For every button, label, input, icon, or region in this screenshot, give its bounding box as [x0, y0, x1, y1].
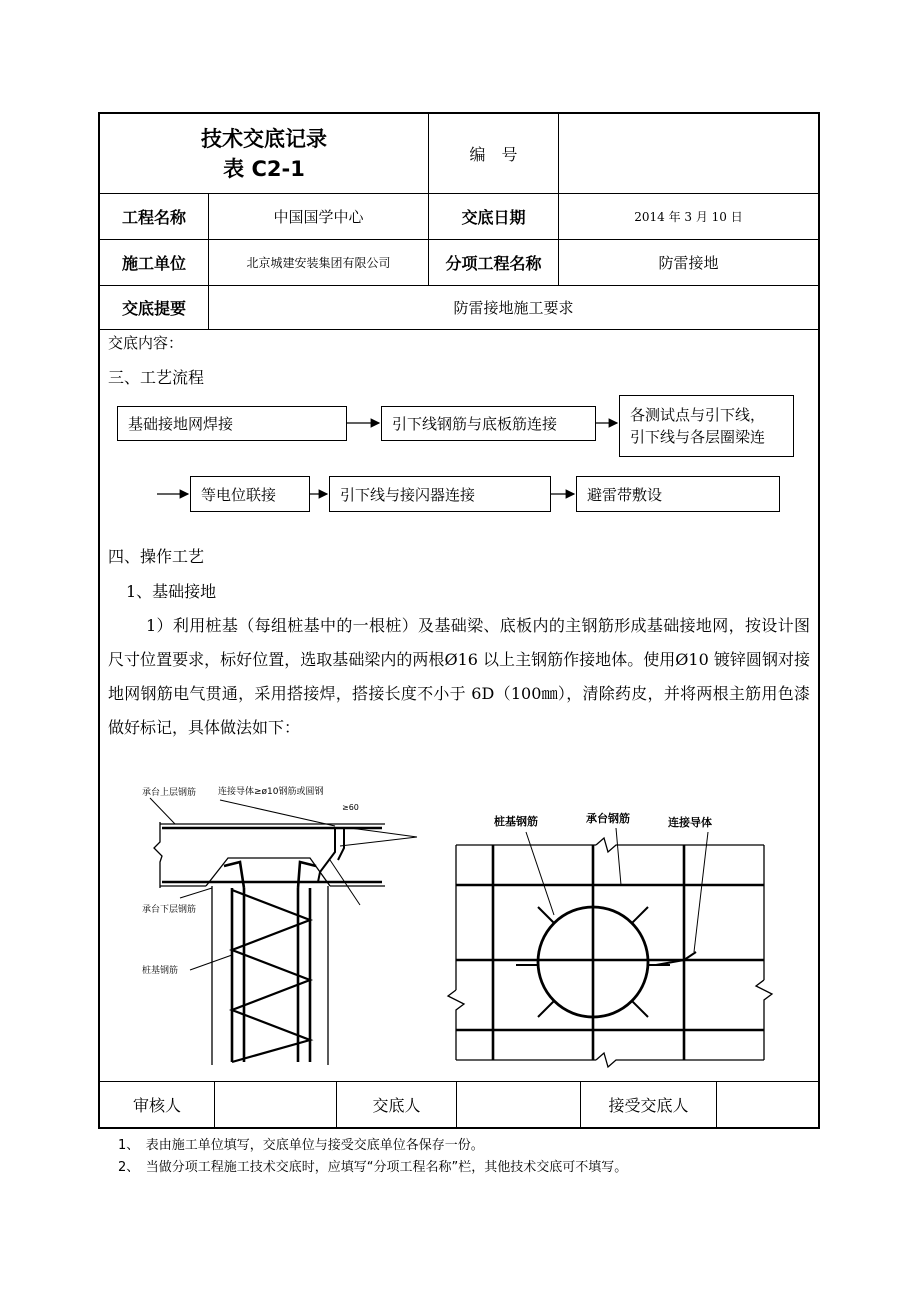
flow-arrows	[0, 0, 920, 560]
label-top-rebar: 承台上层钢筋	[142, 788, 197, 798]
footnote-2: 2、 当做分项工程施工技术交底时，应填写“分项工程名称”栏，其他技术交底可不填写。	[118, 1160, 628, 1175]
discloser-label: 交底人	[372, 1096, 421, 1115]
date-field[interactable]: 2014 年 3 月 10 日	[634, 210, 743, 224]
break-line	[154, 822, 162, 888]
summary-field[interactable]: 防雷接地施工要求	[453, 299, 574, 317]
receiver-label: 接受交底人	[608, 1096, 689, 1115]
discloser-field[interactable]	[457, 1082, 580, 1127]
pile-rebar-hook	[224, 862, 244, 888]
footnote-1: 1、 表由施工单位填写，交底单位与接受交底单位各保存一份。	[118, 1138, 484, 1153]
pile-rebar-stub	[632, 907, 648, 923]
leader-line	[150, 798, 175, 824]
reviewer-field[interactable]	[215, 1082, 336, 1127]
project-name-field[interactable]: 中国国学中心	[273, 208, 364, 226]
form-title-line2: 表 C2-1	[223, 156, 305, 181]
label-cap-rebar: 承台钢筋	[586, 812, 630, 825]
subproject-label: 分项工程名称	[445, 254, 542, 273]
leader-line	[340, 837, 417, 846]
reviewer-label: 审核人	[132, 1096, 181, 1115]
pile-cap-section-drawing	[120, 770, 440, 1075]
receiver-field[interactable]	[717, 1082, 818, 1127]
label-dimension: ≥60	[342, 803, 359, 812]
label-pile-rebar: 桩基钢筋	[494, 815, 538, 828]
section4-title: 四、操作工艺	[108, 547, 205, 566]
flow-step-3-line1: 各测试点与引下线，	[630, 406, 766, 424]
number-label: 编 号	[469, 145, 518, 164]
date-label: 交底日期	[461, 208, 526, 227]
flow-step-2-text: 引下线钢筋与底板筋连接	[392, 415, 558, 433]
flow-step-1-text: 基础接地网焊接	[128, 415, 234, 433]
connecting-conductor	[656, 952, 696, 965]
subsection1-title: 1、基础接地	[126, 582, 217, 601]
flow-step-4-text: 等电位联接	[201, 485, 277, 504]
subproject-field[interactable]: 防雷接地	[658, 254, 719, 272]
pile-rebar-stub	[538, 1001, 554, 1017]
content-label: 交底内容：	[108, 334, 184, 352]
contractor-label: 施工单位	[121, 254, 186, 273]
cap-edge-break	[756, 980, 772, 1060]
leader-line	[694, 832, 708, 952]
leader-line	[350, 828, 417, 837]
leader-line	[220, 800, 335, 826]
flow-step-5-text: 引下线与接闪器连接	[340, 485, 476, 504]
pile-cap-plan-drawing	[446, 800, 776, 1075]
leader-line	[190, 955, 232, 970]
pile-rebar-hook	[298, 862, 316, 888]
contractor-field[interactable]: 北京城建安装集团有限公司	[246, 256, 391, 270]
pile-rebar-stub	[632, 1001, 648, 1017]
connecting-conductor	[318, 828, 335, 882]
label-conductor: 连接导体≥ø10钢筋或圆钢	[218, 787, 324, 797]
label-pile-rebar: 桩基钢筋	[142, 966, 179, 976]
label-conductor: 连接导体	[668, 816, 712, 829]
leader-line	[616, 828, 621, 885]
form-title-line1: 技术交底记录	[201, 126, 327, 151]
cap-edge-break	[596, 1053, 764, 1067]
cap-edge-break	[448, 990, 464, 1060]
paragraph-grounding: 1）利用桩基（每组桩基中的一根桩）及基础梁、底板内的主钢筋形成基础接地网，按设计图尺寸位置要求，标好位置，选取基础梁内的两根Ø16 以上主钢筋作接地体。使用Ø10 镀锌圆钢对接地网钢筋电气贯通，采用搭接焊，搭接长度不小于 6D（100㎜），清除药皮，并将两根主筋用色漆做好标记，具体做法如下：	[108, 616, 810, 737]
section3-title: 三、工艺流程	[108, 368, 205, 387]
flow-step-3-line2: 引下线与各层圈梁连	[630, 428, 766, 446]
summary-label: 交底提要	[121, 299, 186, 318]
project-name-label: 工程名称	[121, 208, 186, 227]
leader-line	[180, 888, 212, 898]
label-bottom-rebar: 承台下层钢筋	[142, 905, 197, 915]
cap-edge-break	[596, 838, 764, 852]
connecting-conductor	[338, 828, 344, 860]
flow-step-6-text: 避雷带敷设	[587, 485, 663, 504]
